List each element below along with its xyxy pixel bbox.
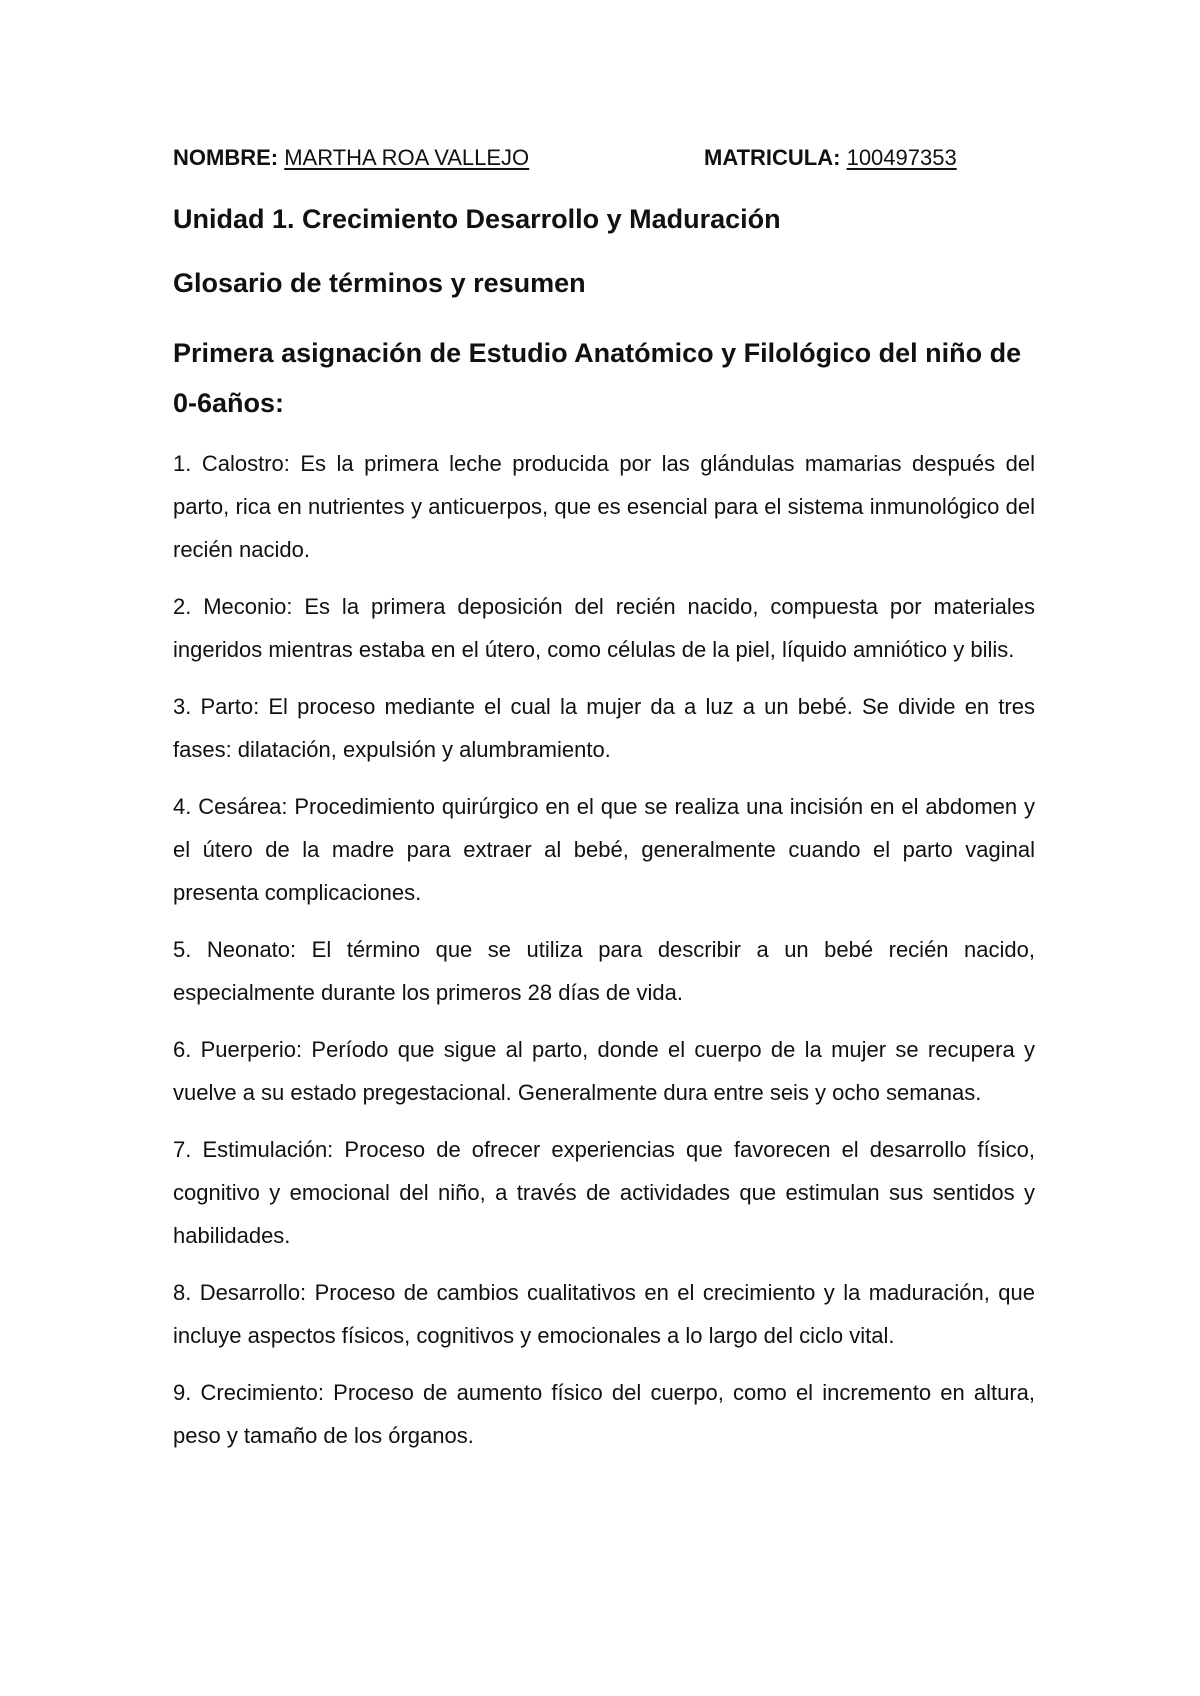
glossary-term-desarrollo: 8. Desarrollo: Proceso de cambios cualitativos en el crecimiento y la maduración, que incluye aspectos físicos, cognitivos y emocionales a lo largo del ciclo vital.: [173, 1280, 1035, 1348]
glossary-term-meconio: 2. Meconio: Es la primera deposición del recién nacido, compuesta por materiales ingeridos mientras estaba en el útero, como células de la piel, líquido amniótico y bilis.: [173, 594, 1035, 662]
matricula-value: 100497353: [846, 145, 957, 170]
glossary-term-calostro: 1. Calostro: Es la primera leche producida por las glándulas mamarias después del parto, rica en nutrientes y anticuerpos, que es esencial para el sistema inmunológico del recién nacido.: [173, 451, 1035, 562]
glossary-term-parto: 3. Parto: El proceso mediante el cual la mujer da a luz a un bebé. Se divide en tres fases: dilatación, expulsión y alumbramiento.: [173, 694, 1035, 762]
glossary-term-neonato: 5. Neonato: El término que se utiliza para describir a un bebé recién nacido, especialmente durante los primeros 28 días de vida.: [173, 937, 1035, 1005]
document-page: [173, 140, 1035, 1471]
unit-heading: Unidad 1. Crecimiento Desarrollo y Maduración: [173, 204, 781, 234]
glossary-list: [173, 442, 1035, 1457]
glossary-heading: Glosario de términos y resumen: [173, 268, 586, 298]
glossary-term-cesarea: 4. Cesárea: Procedimiento quirúrgico en el que se realiza una incisión en el abdomen y el útero de la madre para extraer al bebé, generalmente cuando el parto vaginal presenta complicaciones.: [173, 794, 1035, 905]
nombre-value: MARTHA ROA VALLEJO: [284, 145, 530, 170]
glossary-term-crecimiento: 9. Crecimiento: Proceso de aumento físico del cuerpo, como el incremento en altura, peso y tamaño de los órganos.: [173, 1380, 1035, 1448]
matricula-label: MATRICULA:: [704, 145, 841, 170]
student-info-line: [173, 140, 1035, 176]
assignment-heading: Primera asignación de Estudio Anatómico y Filológico del niño de 0-6años:: [173, 338, 1022, 418]
glossary-term-puerperio: 6. Puerperio: Período que sigue al parto, donde el cuerpo de la mujer se recupera y vuelve a su estado pregestacional. Generalmente dura entre seis y ocho semanas.: [173, 1037, 1035, 1105]
glossary-term-estimulacion: 7. Estimulación: Proceso de ofrecer experiencias que favorecen el desarrollo físico, cognitivo y emocional del niño, a través de actividades que estimulan sus sentidos y habilidades.: [173, 1137, 1035, 1248]
matricula-field: [704, 140, 957, 176]
nombre-field: [173, 140, 529, 176]
nombre-label: NOMBRE:: [173, 145, 279, 170]
